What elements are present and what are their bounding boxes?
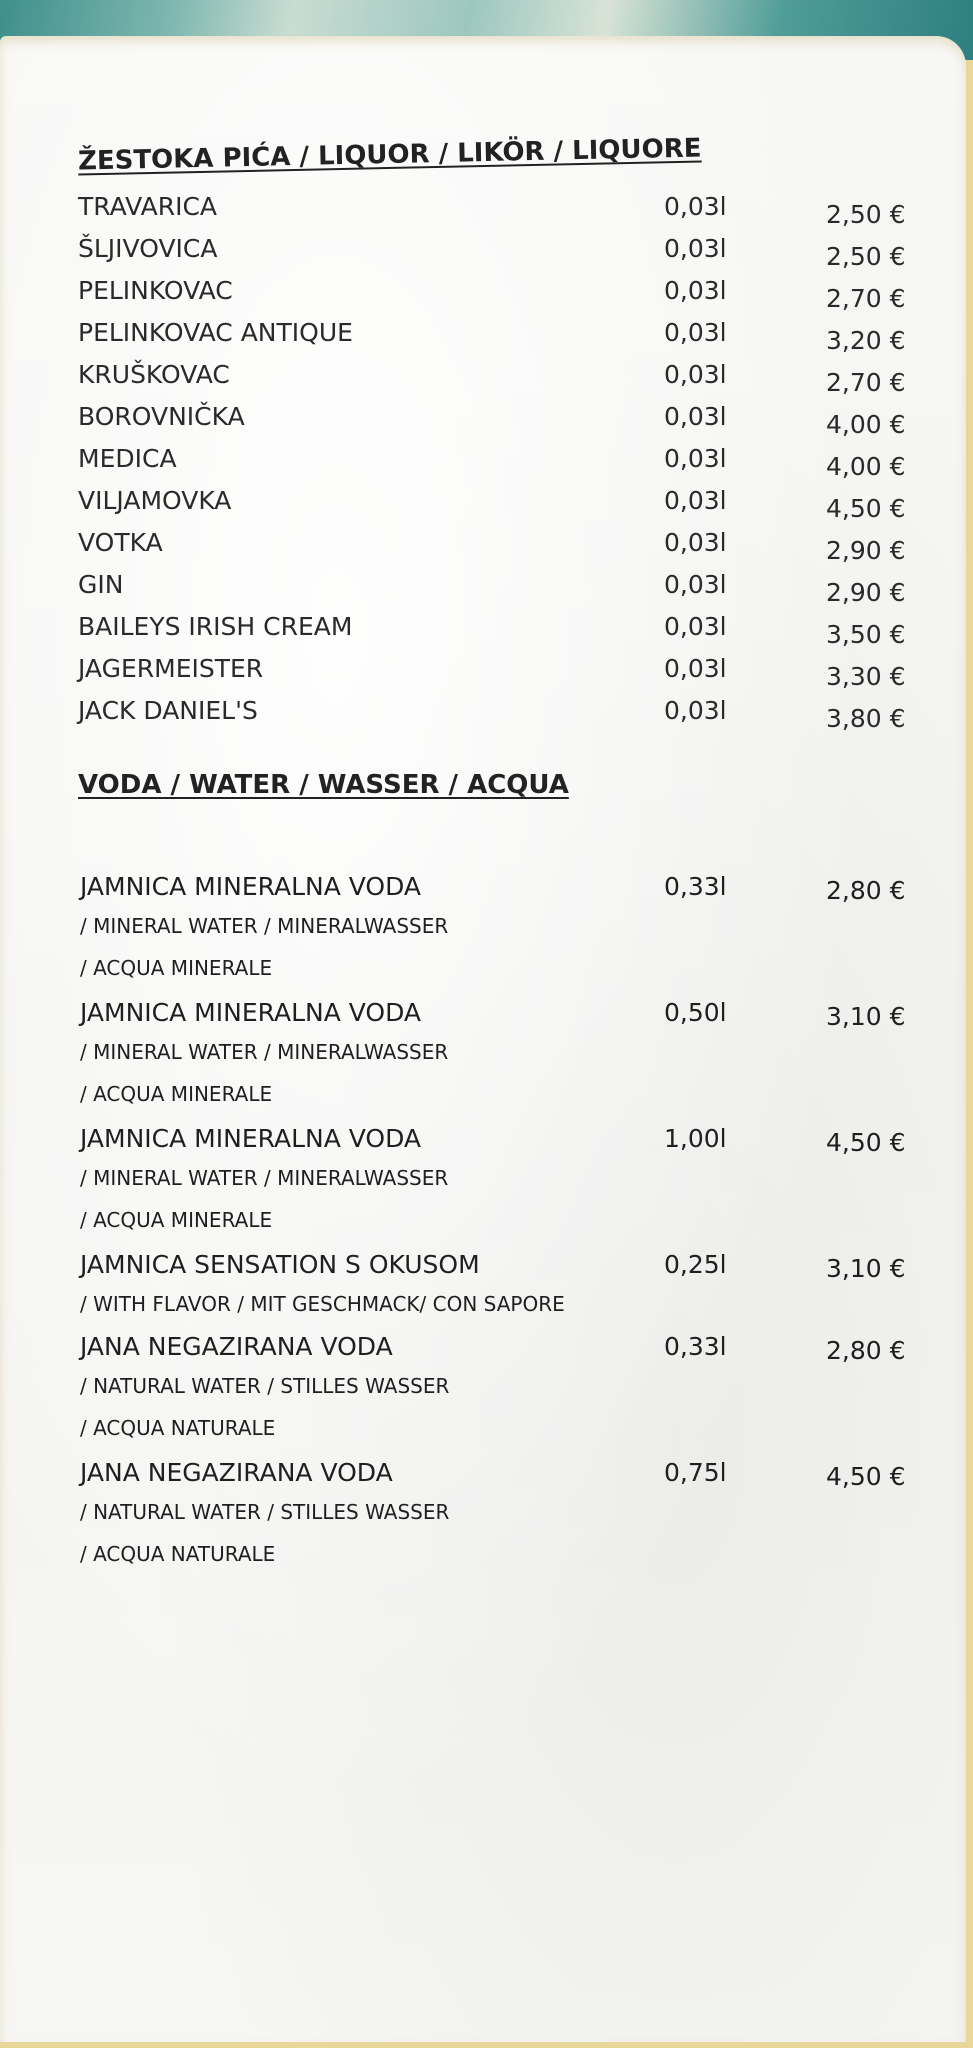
- item-price: 3,20 €: [826, 326, 906, 355]
- item-volume: 0,03l: [664, 234, 727, 263]
- item-price: 3,50 €: [826, 620, 906, 649]
- menu-item: [0, 612, 966, 652]
- item-translation: / MINERAL WATER / MINERALWASSER: [80, 1166, 449, 1190]
- item-volume: 0,33l: [664, 1332, 727, 1361]
- menu-item: [0, 192, 966, 232]
- water-section-title: VODA / WATER / WASSER / ACQUA: [78, 770, 569, 800]
- item-price: 3,10 €: [826, 1002, 906, 1031]
- item-name: VILJAMOVKA: [78, 486, 232, 515]
- menu-item: [0, 570, 966, 610]
- item-price: 4,50 €: [826, 1128, 906, 1157]
- item-volume: 0,33l: [664, 872, 727, 901]
- item-name: JAMNICA MINERALNA VODA: [80, 872, 422, 901]
- item-price: 2,90 €: [826, 578, 906, 607]
- item-name: PELINKOVAC: [78, 276, 233, 305]
- item-name: PELINKOVAC ANTIQUE: [78, 318, 353, 347]
- item-volume: 0,03l: [664, 192, 727, 221]
- item-name: KRUŠKOVAC: [78, 360, 230, 389]
- item-name: VOTKA: [78, 528, 163, 557]
- item-volume: 0,03l: [664, 570, 727, 599]
- item-translation: / NATURAL WATER / STILLES WASSER: [80, 1374, 450, 1398]
- item-translation: / ACQUA MINERALE: [80, 1208, 273, 1232]
- item-name: BOROVNIČKA: [78, 402, 245, 431]
- item-name: TRAVARICA: [78, 192, 218, 221]
- item-price: 2,90 €: [826, 536, 906, 565]
- item-name: JAMNICA SENSATION S OKUSOM: [80, 1250, 480, 1279]
- item-price: 4,50 €: [826, 494, 906, 523]
- item-name: JAMNICA MINERALNA VODA: [80, 1124, 422, 1153]
- item-volume: 0,03l: [664, 486, 727, 515]
- item-translation: / ACQUA MINERALE: [80, 956, 273, 980]
- item-price: 3,80 €: [826, 704, 906, 733]
- item-name: MEDICA: [78, 444, 177, 473]
- menu-item: [0, 276, 966, 316]
- item-volume: 0,03l: [664, 360, 727, 389]
- item-volume: 0,25l: [664, 1250, 727, 1279]
- item-name: JANA NEGAZIRANA VODA: [80, 1332, 393, 1361]
- menu-item: [0, 234, 966, 274]
- item-name: BAILEYS IRISH CREAM: [78, 612, 353, 641]
- item-price: 4,50 €: [826, 1462, 906, 1491]
- menu-item: [0, 402, 966, 442]
- item-name: GIN: [78, 570, 124, 599]
- item-price: 2,50 €: [826, 200, 906, 229]
- item-volume: 0,03l: [664, 528, 727, 557]
- item-translation: / ACQUA NATURALE: [80, 1416, 276, 1440]
- item-translation: / ACQUA MINERALE: [80, 1082, 273, 1106]
- item-translation: / MINERAL WATER / MINERALWASSER: [80, 914, 449, 938]
- item-volume: 0,75l: [664, 1458, 727, 1487]
- item-price: 2,80 €: [826, 1336, 906, 1365]
- item-price: 3,10 €: [826, 1254, 906, 1283]
- item-volume: 0,03l: [664, 402, 727, 431]
- item-name: ŠLJIVOVICA: [78, 234, 218, 263]
- item-price: 2,80 €: [826, 876, 906, 905]
- item-price: 2,70 €: [826, 284, 906, 313]
- menu-item: [0, 318, 966, 358]
- menu-item: [0, 528, 966, 568]
- item-translation: / ACQUA NATURALE: [80, 1542, 276, 1566]
- menu-item: [0, 486, 966, 526]
- item-name: JACK DANIEL'S: [78, 696, 258, 725]
- item-name: JAMNICA MINERALNA VODA: [80, 998, 422, 1027]
- item-price: 4,00 €: [826, 410, 906, 439]
- item-translation: / WITH FLAVOR / MIT GESCHMACK/ CON SAPORE: [80, 1292, 565, 1316]
- item-volume: 0,03l: [664, 444, 727, 473]
- item-name: JANA NEGAZIRANA VODA: [80, 1458, 393, 1487]
- item-price: 4,00 €: [826, 452, 906, 481]
- menu-item: [0, 444, 966, 484]
- menu-item: [0, 360, 966, 400]
- item-volume: 0,03l: [664, 318, 727, 347]
- liquor-section-title: ŽESTOKA PIĆA / LIQUOR / LIKÖR / LIQUORE: [77, 133, 702, 177]
- item-volume: 0,50l: [664, 998, 727, 1027]
- item-name: JAGERMEISTER: [78, 654, 264, 683]
- item-price: 2,70 €: [826, 368, 906, 397]
- item-price: 3,30 €: [826, 662, 906, 691]
- menu-item: [0, 696, 966, 736]
- item-price: 2,50 €: [826, 242, 906, 271]
- menu-item: [0, 654, 966, 694]
- item-volume: 0,03l: [664, 276, 727, 305]
- item-volume: 1,00l: [664, 1124, 727, 1153]
- item-translation: / NATURAL WATER / STILLES WASSER: [80, 1500, 450, 1524]
- item-volume: 0,03l: [664, 696, 727, 725]
- menu-page: [0, 36, 966, 2042]
- item-translation: / MINERAL WATER / MINERALWASSER: [80, 1040, 449, 1064]
- item-volume: 0,03l: [664, 654, 727, 683]
- item-volume: 0,03l: [664, 612, 727, 641]
